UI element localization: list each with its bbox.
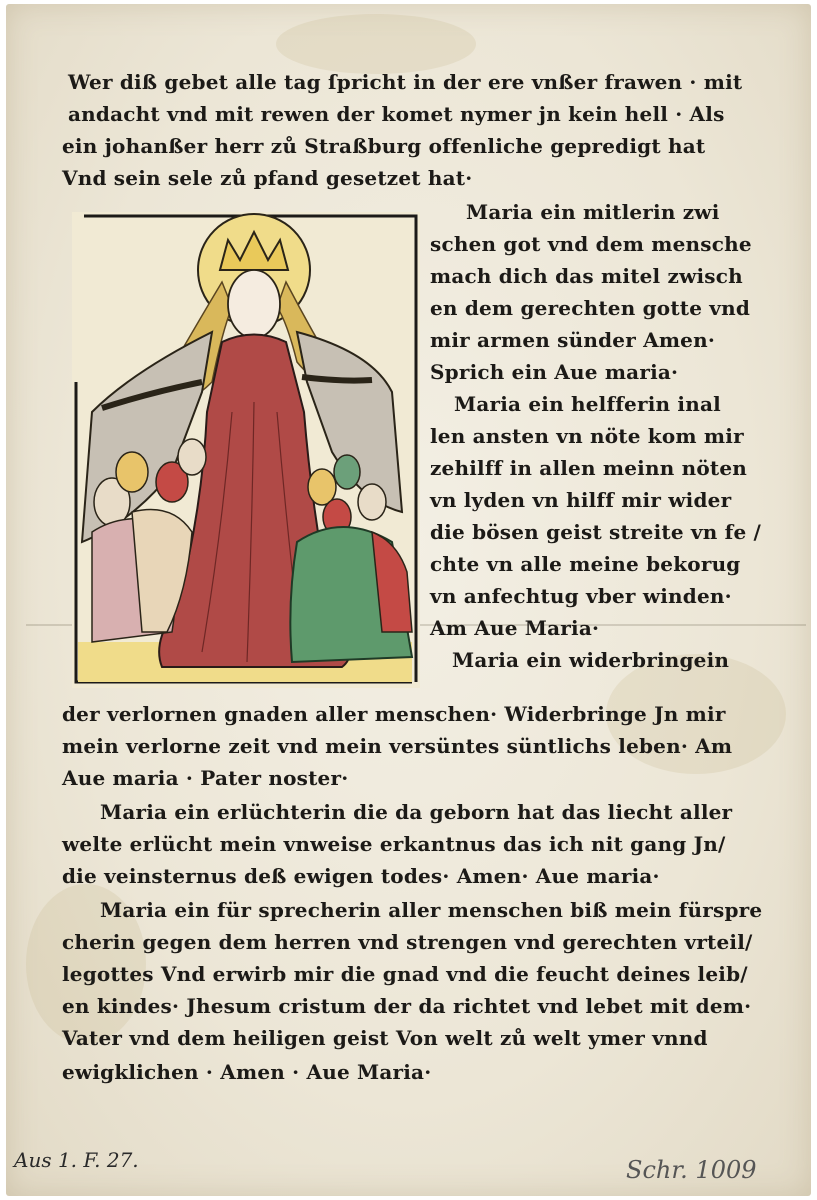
body-line: en kindes· Jhesum cristum der da richtet vnd lebet mit dem· <box>62 994 752 1018</box>
side-line: len ansten vn nöte kom mir <box>430 424 744 448</box>
intro-line: Vnd sein sele zů pfand gesetzet hat· <box>62 166 473 190</box>
body-line: cherin gegen dem herren vnd strengen vnd gerechten vrteil/ <box>62 930 753 954</box>
side-line: vn lyden vn hilff mir wider <box>430 488 732 512</box>
intro-line: ein johanßer herr zů Straßburg offenliche gepredigt hat <box>62 134 706 158</box>
arm-right <box>302 377 372 381</box>
paper-stain <box>276 14 476 74</box>
body-line: Maria ein für sprecherin aller menschen biß mein fürspre <box>100 898 763 922</box>
body-line: Maria ein erlüchterin die da geborn hat das liecht aller <box>100 800 733 824</box>
side-line: die bösen geist streite vn fe / <box>430 520 762 544</box>
side-line: mir armen sünder Amen· <box>430 328 716 352</box>
side-line: Maria ein mitlerin zwi <box>466 200 720 224</box>
side-line: zehilff in allen meinn nöten <box>430 456 747 480</box>
body-line: welte erlücht mein vnweise erkantnus das ich nit gang Jn/ <box>62 832 726 856</box>
body-line: Aue maria · Pater noster· <box>62 766 349 790</box>
body-line: legottes Vnd erwirb mir die gnad vnd die feucht deines leib/ <box>62 962 748 986</box>
body-line: die veinsternus deß ewigen todes· Amen· Aue maria· <box>62 864 660 888</box>
archive-annotation-left: Aus 1. F. 27. <box>14 1148 139 1172</box>
side-line: mach dich das mitel zwisch <box>430 264 743 288</box>
body-line: der verlornen gnaden aller menschen· Widerbringe Jn mir <box>62 702 726 726</box>
side-line: vn anfechtug vber winden· <box>430 584 732 608</box>
body-line: Vater vnd dem heiligen geist Von welt zů welt ymer vnnd <box>62 1026 708 1050</box>
body-line: mein verlorne zeit vnd mein versüntes süntlichs leben· Am <box>62 734 733 758</box>
intro-line: andacht vnd mit rewen der komet nymer jn kein hell · Als <box>68 102 725 126</box>
body-line: ewigklichen · Amen · Aue Maria· <box>62 1060 432 1084</box>
side-line: schen got vnd dem mensche <box>430 232 752 256</box>
side-line: chte vn alle meine bekorug <box>430 552 741 576</box>
side-line: en dem gerechten gotte vnd <box>430 296 751 320</box>
side-line: Maria ein widerbringein <box>452 648 730 672</box>
side-line: Am Aue Maria· <box>430 616 600 640</box>
side-line: Maria ein helfferin inal <box>454 392 721 416</box>
madonna-of-mercy-woodcut <box>72 212 420 688</box>
intro-line: Wer diß gebet alle tag ſpricht in der ere vnßer frawen · mit <box>68 70 743 94</box>
side-line: Sprich ein Aue maria· <box>430 360 679 384</box>
archive-annotation-right: Schr. 1009 <box>626 1156 757 1184</box>
face <box>228 270 280 338</box>
